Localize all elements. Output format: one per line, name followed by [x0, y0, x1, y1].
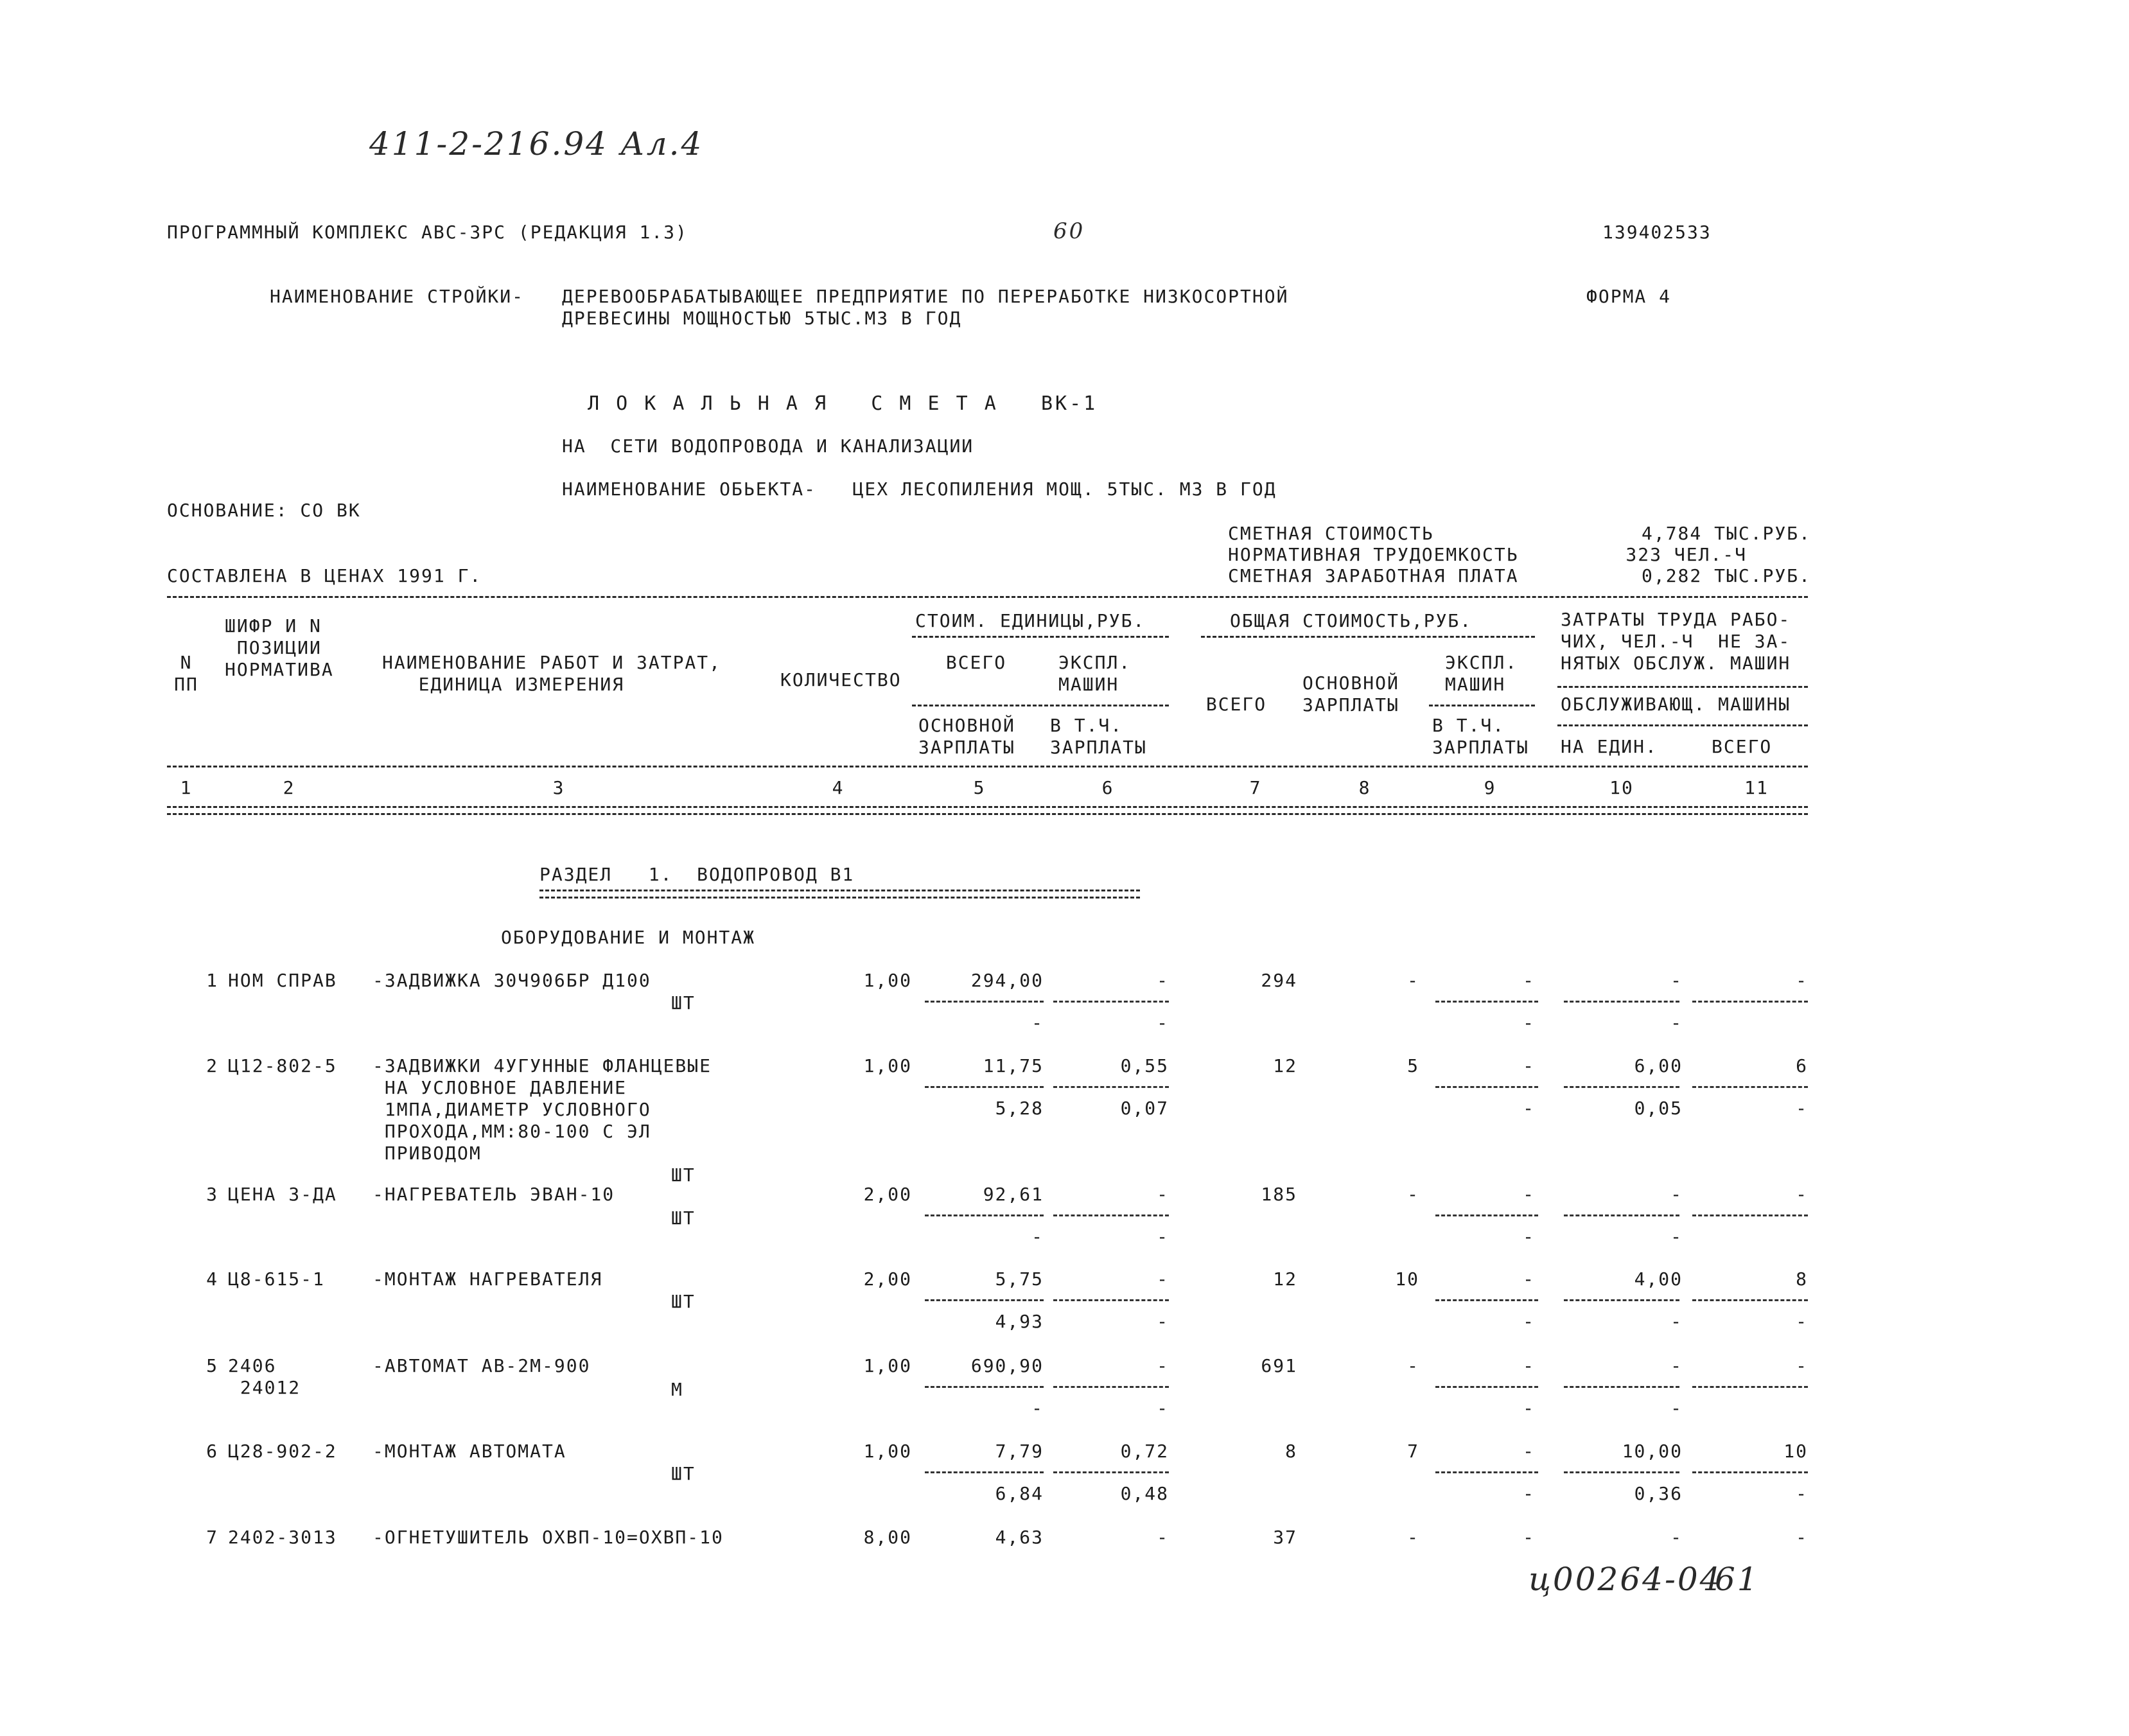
row-total-incl-wage: - [1523, 1483, 1535, 1504]
column-number: 6 [1101, 777, 1114, 798]
form-number: ФОРМА 4 [1586, 286, 1672, 307]
row-labor-unit: - [1670, 970, 1683, 991]
underline-rule [925, 1001, 1044, 1003]
stroika-line-1: ДЕРЕВООБРАБАТЫВАЮЩЕЕ ПРЕДПРИЯТИЕ ПО ПЕРЕРАБОТКЕ НИЗКОСОРТНОЙ [562, 286, 1289, 307]
row-labor-unit: 4,00 [1634, 1268, 1683, 1290]
underline-rule [925, 1471, 1044, 1473]
row-unit-incl-wage: - [1157, 1012, 1169, 1033]
underline-rule [1435, 1471, 1538, 1473]
underline-rule [1435, 1086, 1538, 1088]
row-unit-base-wage: - [1031, 1398, 1044, 1419]
underline-rule [1564, 1086, 1679, 1088]
row-unit-base-wage: - [1031, 1012, 1044, 1033]
total-header: ВСЕГО [1205, 694, 1267, 715]
row-code: ЦЕНА 3-ДА [228, 1184, 337, 1205]
row-labor-unit: 10,00 [1622, 1441, 1683, 1462]
summary-label-cost: СМЕТНАЯ СТОИМОСТЬ [1228, 523, 1434, 544]
row-total-base-wage: - [1407, 970, 1419, 991]
underline-rule [1692, 1386, 1808, 1388]
row-service-total: - [1796, 1483, 1808, 1504]
unit-base-wage-header: ОСНОВНОЙ ЗАРПЛАТЫ [918, 715, 1015, 758]
underline-rule [1435, 1386, 1538, 1388]
row-unit: ШТ [671, 992, 696, 1013]
column-number: 1 [180, 777, 193, 798]
underline-rule [925, 1086, 1044, 1088]
row-unit-machines: - [1157, 1355, 1169, 1376]
underline-rule [1564, 1471, 1679, 1473]
row-total-incl-wage: - [1523, 1398, 1535, 1419]
labor-group-header: ЗАТРАТЫ ТРУДА РАБО- ЧИХ, ЧЕЛ.-Ч НЕ ЗА- НЯТЫХ ОБСЛУЖ. МАШИН [1561, 609, 1791, 674]
summary-value-cost: 4,784 ТЫС.РУБ. [1641, 523, 1811, 544]
row-total-base-wage: - [1407, 1355, 1419, 1376]
labor-total-header: ВСЕГО [1712, 736, 1773, 757]
column-number: 2 [283, 777, 295, 798]
unit-total-header: ВСЕГО [945, 652, 1007, 673]
underline-rule [1692, 1214, 1808, 1216]
row-unit-incl-wage: - [1157, 1226, 1169, 1247]
row-unit: ШТ [671, 1291, 696, 1312]
row-labor-total: 6 [1796, 1055, 1808, 1076]
row-name: -ЗАДВИЖКА 30Ч906БР Д100 [372, 970, 651, 991]
total-machines-header: ЭКСПЛ. МАШИН [1445, 652, 1518, 695]
stroika-line-2: ДРЕВЕСИНЫ МОЩНОСТЬЮ 5ТЫС.М3 В ГОД [562, 308, 962, 329]
col-name-header: НАИМЕНОВАНИЕ РАБОТ И ЗАТРАТ, ЕДИНИЦА ИЗМЕРЕНИЯ [382, 652, 722, 695]
underline-rule [1053, 1386, 1169, 1388]
row-unit-machines: - [1157, 1268, 1169, 1290]
row-unit-machines: 0,55 [1120, 1055, 1169, 1076]
row-unit: ШТ [671, 1463, 696, 1484]
row-service-total: - [1796, 1098, 1808, 1119]
row-unit-incl-wage: 0,48 [1120, 1483, 1169, 1504]
underline-rule [925, 1299, 1044, 1301]
row-unit-incl-wage: - [1157, 1398, 1169, 1419]
column-number: 10 [1609, 777, 1634, 798]
underline-rule [1053, 1471, 1169, 1473]
row-labor-unit: - [1670, 1355, 1683, 1376]
labor-service-header: ОБСЛУЖИВАЮЩ. МАШИНЫ [1561, 694, 1791, 715]
row-unit-machines: - [1157, 970, 1169, 991]
row-labor-unit: - [1670, 1184, 1683, 1205]
row-code: Ц8-615-1 [228, 1268, 325, 1290]
underline-rule [925, 1214, 1044, 1216]
row-total-incl-wage: - [1523, 1098, 1535, 1119]
row-code: 2402-3013 [228, 1527, 337, 1548]
underline-rule [1435, 1214, 1538, 1216]
row-service-unit: - [1670, 1012, 1683, 1033]
row-name: -МОНТАЖ АВТОМАТА [372, 1441, 566, 1462]
total-incl-wage-header: В Т.Ч. ЗАРПЛАТЫ [1432, 715, 1529, 758]
section-title-underline [539, 890, 1140, 899]
row-service-unit: 0,36 [1634, 1483, 1683, 1504]
document-subtitle: НА СЕТИ ВОДОПРОВОДА И КАНАЛИЗАЦИИ [562, 435, 974, 457]
underline-rule [925, 1386, 1044, 1388]
row-total-base-wage: 10 [1395, 1268, 1419, 1290]
row-quantity: 1,00 [863, 970, 912, 991]
row-unit-total: 11,75 [983, 1055, 1044, 1076]
row-total: 691 [1261, 1355, 1297, 1376]
handwritten-footer-code: ц00264-04 [1529, 1561, 1722, 1598]
row-total-base-wage: - [1407, 1184, 1419, 1205]
row-number: 6 [206, 1441, 218, 1462]
row-total: 185 [1261, 1184, 1297, 1205]
underline-rule [1564, 1214, 1679, 1216]
underline-rule [1053, 1001, 1169, 1003]
row-labor-total: - [1796, 970, 1808, 991]
row-unit-machines: 0,72 [1120, 1441, 1169, 1462]
row-labor-unit: 6,00 [1634, 1055, 1683, 1076]
row-service-unit: - [1670, 1398, 1683, 1419]
column-number: 3 [552, 777, 565, 798]
row-number: 3 [206, 1184, 218, 1205]
underline-rule [1053, 1299, 1169, 1301]
row-total-incl-wage: - [1523, 1311, 1535, 1332]
row-total: 8 [1285, 1441, 1297, 1462]
handwritten-footer-page: 61 [1715, 1561, 1760, 1598]
row-code: 2406 24012 [228, 1355, 301, 1398]
row-code: НОМ СПРАВ [228, 970, 337, 991]
row-unit-incl-wage: - [1157, 1311, 1169, 1332]
row-unit-total: 92,61 [983, 1184, 1044, 1205]
row-labor-total: - [1796, 1184, 1808, 1205]
document-title: Л О К А Л Ь Н А Я С М Е Т А ВК-1 [588, 392, 1098, 415]
document-number: 139402533 [1602, 222, 1712, 243]
row-name: -АВТОМАТ АВ-2М-900 [372, 1355, 591, 1376]
row-total-machines: - [1523, 1441, 1535, 1462]
row-number: 5 [206, 1355, 218, 1376]
row-unit: ШТ [671, 1207, 696, 1229]
row-labor-total: 10 [1783, 1441, 1808, 1462]
column-number: 7 [1249, 777, 1262, 798]
row-unit-total: 7,79 [995, 1441, 1044, 1462]
row-unit-total: 294,00 [970, 970, 1044, 991]
row-labor-total: - [1796, 1355, 1808, 1376]
row-total-incl-wage: - [1523, 1226, 1535, 1247]
underline-rule [1692, 1086, 1808, 1088]
row-unit-base-wage: - [1031, 1226, 1044, 1247]
row-total-machines: - [1523, 1268, 1535, 1290]
row-total-machines: - [1523, 1055, 1535, 1076]
column-number: 5 [973, 777, 986, 798]
row-total-machines: - [1523, 970, 1535, 991]
row-total-machines: - [1523, 1527, 1535, 1548]
row-unit-base-wage: 4,93 [995, 1311, 1044, 1332]
total-base-wage-header: ОСНОВНОЙ ЗАРПЛАТЫ [1302, 672, 1399, 715]
row-code: Ц28-902-2 [228, 1441, 337, 1462]
row-quantity: 2,00 [863, 1268, 912, 1290]
row-labor-total: 8 [1796, 1268, 1808, 1290]
row-unit-base-wage: 5,28 [995, 1098, 1044, 1119]
unit-cost-group-header: СТОИМ. ЕДИНИЦЫ,РУБ. [915, 610, 1146, 631]
col-number-header: N ПП [174, 652, 198, 695]
row-labor-total: - [1796, 1527, 1808, 1548]
underline-rule [1692, 1001, 1808, 1003]
column-number: 4 [832, 777, 845, 798]
row-total-incl-wage: - [1523, 1012, 1535, 1033]
row-total: 12 [1273, 1268, 1297, 1290]
row-total: 12 [1273, 1055, 1297, 1076]
row-name: -ЗАДВИЖКИ 4УГУННЫЕ ФЛАНЦЕВЫЕ НА УСЛОВНОЕ ДАВЛЕНИЕ 1МПА,ДИАМЕТР УСЛОВНОГО ПРОХОДА,ММ:80-100 С ЭЛ ПРИВОДОМ [372, 1055, 712, 1164]
row-total-base-wage: 7 [1407, 1441, 1419, 1462]
column-number: 9 [1484, 777, 1496, 798]
row-unit-total: 690,90 [970, 1355, 1044, 1376]
row-unit-total: 4,63 [995, 1527, 1044, 1548]
row-total: 294 [1261, 970, 1297, 991]
row-total: 37 [1273, 1527, 1297, 1548]
underline-rule [1435, 1001, 1538, 1003]
section-subheading: ОБОРУДОВАНИЕ И МОНТАЖ [501, 927, 756, 948]
handwritten-page-number: 60 [1053, 218, 1085, 244]
row-quantity: 1,00 [863, 1055, 912, 1076]
row-unit-incl-wage: 0,07 [1120, 1098, 1169, 1119]
row-total-machines: - [1523, 1184, 1535, 1205]
row-service-unit: - [1670, 1311, 1683, 1332]
row-name: -МОНТАЖ НАГРЕВАТЕЛЯ [372, 1268, 603, 1290]
row-number: 7 [206, 1527, 218, 1548]
row-quantity: 1,00 [863, 1355, 912, 1376]
row-number: 2 [206, 1055, 218, 1076]
row-name: -НАГРЕВАТЕЛЬ ЭВАН-10 [372, 1184, 615, 1205]
row-service-unit: - [1670, 1226, 1683, 1247]
row-number: 4 [206, 1268, 218, 1290]
row-quantity: 2,00 [863, 1184, 912, 1205]
total-cost-group-header: ОБЩАЯ СТОИМОСТЬ,РУБ. [1230, 610, 1473, 631]
row-unit: М [671, 1379, 683, 1400]
unit-incl-wage-header: В Т.Ч. ЗАРПЛАТЫ [1050, 715, 1147, 758]
labor-unit-header: НА ЕДИН. [1561, 736, 1658, 757]
row-unit-machines: - [1157, 1184, 1169, 1205]
basis: ОСНОВАНИЕ: СО ВК [167, 500, 361, 521]
row-total-base-wage: - [1407, 1527, 1419, 1548]
stroika-label: НАИМЕНОВАНИЕ СТРОЙКИ- [270, 286, 525, 307]
header-rule-top [167, 596, 1808, 598]
row-service-unit: 0,05 [1634, 1098, 1683, 1119]
underline-rule [1564, 1001, 1679, 1003]
col-code-header: ШИФР И N ПОЗИЦИИ НОРМАТИВА [225, 615, 334, 680]
price-level: СОСТАВЛЕНА В ЦЕНАХ 1991 Г. [167, 565, 482, 586]
summary-label-wage: СМЕТНАЯ ЗАРАБОТНАЯ ПЛАТА [1228, 565, 1519, 586]
underline-rule [1564, 1299, 1679, 1301]
row-total-base-wage: 5 [1407, 1055, 1419, 1076]
row-quantity: 8,00 [863, 1527, 912, 1548]
row-total-machines: - [1523, 1355, 1535, 1376]
row-labor-unit: - [1670, 1527, 1683, 1548]
row-unit-base-wage: 6,84 [995, 1483, 1044, 1504]
row-name: -ОГНЕТУШИТЕЛЬ ОХВП-10=ОХВП-10 [372, 1527, 724, 1548]
column-number: 8 [1358, 777, 1371, 798]
row-code: Ц12-802-5 [228, 1055, 337, 1076]
summary-label-labor: НОРМАТИВНАЯ ТРУДОЕМКОСТЬ [1228, 544, 1519, 565]
row-quantity: 1,00 [863, 1441, 912, 1462]
program-name: ПРОГРАММНЫЙ КОМПЛЕКС АВС-3РС (РЕДАКЦИЯ 1.3) [167, 222, 688, 243]
summary-value-wage: 0,282 ТЫС.РУБ. [1641, 565, 1811, 586]
underline-rule [1692, 1299, 1808, 1301]
row-number: 1 [206, 970, 218, 991]
row-unit-machines: - [1157, 1527, 1169, 1548]
row-unit-total: 5,75 [995, 1268, 1044, 1290]
section-title: РАЗДЕЛ 1. ВОДОПРОВОД В1 [539, 864, 855, 885]
unit-machines-header: ЭКСПЛ. МАШИН [1058, 652, 1132, 695]
object-name: НАИМЕНОВАНИЕ ОБЬЕКТА- ЦЕХ ЛЕСОПИЛЕНИЯ МОЩ. 5ТЫС. М3 В ГОД [562, 478, 1277, 500]
col-quantity-header: КОЛИЧЕСТВО [780, 669, 902, 690]
row-unit: ШТ [671, 1164, 696, 1186]
underline-rule [1564, 1386, 1679, 1388]
underline-rule [1053, 1086, 1169, 1088]
underline-rule [1692, 1471, 1808, 1473]
underline-rule [1435, 1299, 1538, 1301]
handwritten-doc-code: 411-2-216.94 Ал.4 [369, 125, 704, 162]
underline-rule [1053, 1214, 1169, 1216]
row-service-total: - [1796, 1311, 1808, 1332]
column-number: 11 [1744, 777, 1769, 798]
summary-value-labor: 323 ЧЕЛ.-Ч [1625, 544, 1747, 565]
